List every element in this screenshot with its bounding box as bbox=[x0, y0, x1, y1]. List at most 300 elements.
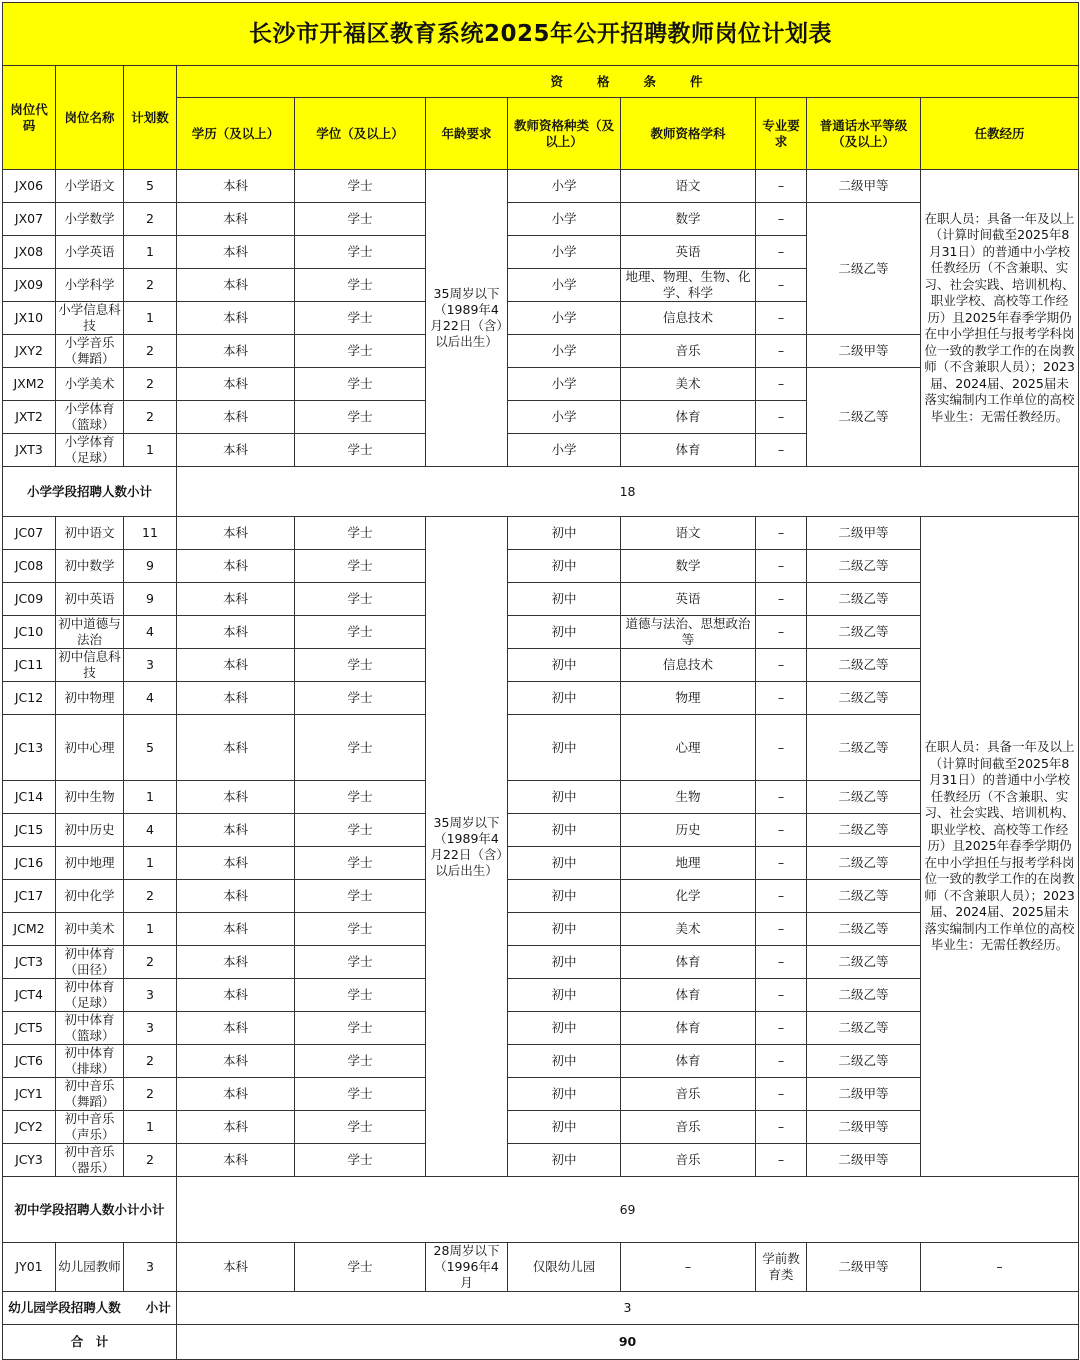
plan-count: 1 bbox=[124, 1111, 177, 1144]
plan-count: 1 bbox=[124, 847, 177, 880]
education: 本科 bbox=[177, 1243, 295, 1292]
cert-type: 初中 bbox=[508, 682, 621, 715]
degree: 学士 bbox=[295, 1111, 426, 1144]
education: 本科 bbox=[177, 1111, 295, 1144]
plan-count: 5 bbox=[124, 715, 177, 781]
subtotal-value: 69 bbox=[177, 1177, 1079, 1243]
age-requirement: 28周岁以下（1996年4月 bbox=[426, 1243, 508, 1292]
plan-count: 1 bbox=[124, 434, 177, 467]
post-name: 初中体育（篮球） bbox=[56, 1012, 124, 1045]
mandarin-level: 二级乙等 bbox=[807, 781, 921, 814]
post-name: 初中美术 bbox=[56, 913, 124, 946]
plan-count: 2 bbox=[124, 368, 177, 401]
education: 本科 bbox=[177, 269, 295, 302]
cert-subject: 英语 bbox=[621, 236, 756, 269]
plan-count: 2 bbox=[124, 401, 177, 434]
degree: 学士 bbox=[295, 847, 426, 880]
cert-type: 小学 bbox=[508, 269, 621, 302]
mandarin-level: 二级乙等 bbox=[807, 946, 921, 979]
cert-type: 初中 bbox=[508, 1045, 621, 1078]
post-code: JX09 bbox=[3, 269, 56, 302]
table-row bbox=[3, 170, 1079, 203]
table-row bbox=[3, 583, 1079, 616]
post-name: 小学科学 bbox=[56, 269, 124, 302]
post-code: JC14 bbox=[3, 781, 56, 814]
header-experience: 任教经历 bbox=[921, 98, 1079, 170]
degree: 学士 bbox=[295, 335, 426, 368]
degree: 学士 bbox=[295, 401, 426, 434]
degree: 学士 bbox=[295, 649, 426, 682]
post-code: JX06 bbox=[3, 170, 56, 203]
education: 本科 bbox=[177, 979, 295, 1012]
post-code: JX08 bbox=[3, 236, 56, 269]
major-requirement: – bbox=[756, 170, 807, 203]
mandarin-level: 二级甲等 bbox=[807, 1243, 921, 1292]
header-cert-type: 教师资格种类（及以上） bbox=[508, 98, 621, 170]
plan-count: 1 bbox=[124, 781, 177, 814]
cert-subject: 音乐 bbox=[621, 1111, 756, 1144]
major-requirement: – bbox=[756, 880, 807, 913]
table-row bbox=[3, 814, 1079, 847]
mandarin-level: 二级乙等 bbox=[807, 979, 921, 1012]
table-row bbox=[3, 1144, 1079, 1177]
major-requirement: – bbox=[756, 434, 807, 467]
major-requirement: – bbox=[756, 715, 807, 781]
subtotal-label: 小学学段招聘人数小计 bbox=[3, 467, 177, 517]
table-row bbox=[3, 682, 1079, 715]
plan-count: 3 bbox=[124, 1012, 177, 1045]
table-row bbox=[3, 550, 1079, 583]
major-requirement: – bbox=[756, 1111, 807, 1144]
page-title: 长沙市开福区教育系统2025年公开招聘教师岗位计划表 bbox=[3, 3, 1079, 66]
mandarin-level: 二级甲等 bbox=[807, 1078, 921, 1111]
education: 本科 bbox=[177, 682, 295, 715]
degree: 学士 bbox=[295, 368, 426, 401]
major-requirement: – bbox=[756, 847, 807, 880]
major-requirement: – bbox=[756, 1012, 807, 1045]
post-name: 初中物理 bbox=[56, 682, 124, 715]
major-requirement: – bbox=[756, 302, 807, 335]
table-row bbox=[3, 979, 1079, 1012]
major-requirement: – bbox=[756, 781, 807, 814]
post-name: 小学美术 bbox=[56, 368, 124, 401]
mandarin-level: 二级乙等 bbox=[807, 550, 921, 583]
education: 本科 bbox=[177, 1078, 295, 1111]
post-name: 初中体育（田径） bbox=[56, 946, 124, 979]
major-requirement: – bbox=[756, 517, 807, 550]
major-requirement: – bbox=[756, 401, 807, 434]
post-code: JCY3 bbox=[3, 1144, 56, 1177]
post-code: JC12 bbox=[3, 682, 56, 715]
post-name: 初中音乐（舞蹈） bbox=[56, 1078, 124, 1111]
cert-type: 初中 bbox=[508, 616, 621, 649]
table-row bbox=[3, 517, 1079, 550]
cert-subject: 美术 bbox=[621, 913, 756, 946]
header-count: 计划数 bbox=[124, 66, 177, 170]
header-name: 岗位名称 bbox=[56, 66, 124, 170]
major-requirement: – bbox=[756, 814, 807, 847]
mandarin-level: 二级乙等 bbox=[807, 847, 921, 880]
table-row bbox=[3, 880, 1079, 913]
cert-type: 小学 bbox=[508, 170, 621, 203]
post-code: JC16 bbox=[3, 847, 56, 880]
major-requirement: – bbox=[756, 335, 807, 368]
post-name: 初中信息科技 bbox=[56, 649, 124, 682]
major-requirement: 学前教育类 bbox=[756, 1243, 807, 1292]
teaching-experience: – bbox=[921, 1243, 1079, 1292]
mandarin-level: 二级甲等 bbox=[807, 335, 921, 368]
cert-subject: 语文 bbox=[621, 170, 756, 203]
post-code: JC15 bbox=[3, 814, 56, 847]
table-row bbox=[3, 1243, 1079, 1292]
cert-subject: 体育 bbox=[621, 1012, 756, 1045]
header-age: 年龄要求 bbox=[426, 98, 508, 170]
plan-count: 2 bbox=[124, 1078, 177, 1111]
plan-count: 4 bbox=[124, 616, 177, 649]
education: 本科 bbox=[177, 517, 295, 550]
recruitment-plan-table bbox=[2, 2, 1079, 1360]
header-code: 岗位代码 bbox=[3, 66, 56, 170]
degree: 学士 bbox=[295, 583, 426, 616]
cert-type: 小学 bbox=[508, 368, 621, 401]
mandarin-level: 二级乙等 bbox=[807, 368, 921, 467]
major-requirement: – bbox=[756, 583, 807, 616]
education: 本科 bbox=[177, 170, 295, 203]
post-code: JXT3 bbox=[3, 434, 56, 467]
education: 本科 bbox=[177, 335, 295, 368]
post-name: 初中音乐（声乐） bbox=[56, 1111, 124, 1144]
major-requirement: – bbox=[756, 550, 807, 583]
cert-type: 小学 bbox=[508, 203, 621, 236]
table-row bbox=[3, 203, 1079, 236]
post-name: 初中历史 bbox=[56, 814, 124, 847]
table-row bbox=[3, 946, 1079, 979]
major-requirement: – bbox=[756, 236, 807, 269]
major-requirement: – bbox=[756, 368, 807, 401]
cert-subject: 英语 bbox=[621, 583, 756, 616]
post-code: JC08 bbox=[3, 550, 56, 583]
post-code: JXY2 bbox=[3, 335, 56, 368]
post-code: JC10 bbox=[3, 616, 56, 649]
post-code: JC11 bbox=[3, 649, 56, 682]
post-name: 小学语文 bbox=[56, 170, 124, 203]
degree: 学士 bbox=[295, 269, 426, 302]
major-requirement: – bbox=[756, 203, 807, 236]
major-requirement: – bbox=[756, 1045, 807, 1078]
education: 本科 bbox=[177, 236, 295, 269]
cert-type: 小学 bbox=[508, 434, 621, 467]
degree: 学士 bbox=[295, 1012, 426, 1045]
cert-subject: 体育 bbox=[621, 946, 756, 979]
table-row bbox=[3, 649, 1079, 682]
post-code: JC13 bbox=[3, 715, 56, 781]
subtotal-label: 初中学段招聘人数小计小计 bbox=[3, 1177, 177, 1243]
education: 本科 bbox=[177, 946, 295, 979]
education: 本科 bbox=[177, 1045, 295, 1078]
cert-subject: 音乐 bbox=[621, 1144, 756, 1177]
cert-subject: – bbox=[621, 1243, 756, 1292]
teaching-experience: 在职人员：具备一年及以上（计算时间截至2025年8月31日）的普通中小学校任教经历（不含兼职、实习、社会实践、培训机构、职业学校、高校等工作经历）且2025年春季学期仍在中小学担任与报考学科岗位一致的教学工作的在岗教师（不含兼职人员）；2023届、2024届、2025届未落实编制内工作单位的高校毕业生：无需任教经历。 bbox=[921, 517, 1079, 1177]
plan-count: 2 bbox=[124, 335, 177, 368]
cert-subject: 地理、物理、生物、化学、科学 bbox=[621, 269, 756, 302]
degree: 学士 bbox=[295, 1243, 426, 1292]
major-requirement: – bbox=[756, 682, 807, 715]
table-row bbox=[3, 1045, 1079, 1078]
plan-count: 9 bbox=[124, 550, 177, 583]
post-name: 初中体育（足球） bbox=[56, 979, 124, 1012]
mandarin-level: 二级乙等 bbox=[807, 682, 921, 715]
education: 本科 bbox=[177, 781, 295, 814]
post-name: 幼儿园教师 bbox=[56, 1243, 124, 1292]
cert-type: 初中 bbox=[508, 979, 621, 1012]
major-requirement: – bbox=[756, 979, 807, 1012]
plan-count: 1 bbox=[124, 236, 177, 269]
degree: 学士 bbox=[295, 979, 426, 1012]
degree: 学士 bbox=[295, 236, 426, 269]
plan-count: 1 bbox=[124, 913, 177, 946]
cert-subject: 地理 bbox=[621, 847, 756, 880]
post-code: JCT5 bbox=[3, 1012, 56, 1045]
mandarin-level: 二级乙等 bbox=[807, 616, 921, 649]
post-name: 初中生物 bbox=[56, 781, 124, 814]
cert-type: 小学 bbox=[508, 236, 621, 269]
cert-type: 初中 bbox=[508, 1078, 621, 1111]
cert-type: 初中 bbox=[508, 913, 621, 946]
education: 本科 bbox=[177, 401, 295, 434]
degree: 学士 bbox=[295, 302, 426, 335]
degree: 学士 bbox=[295, 913, 426, 946]
post-name: 初中英语 bbox=[56, 583, 124, 616]
plan-count: 2 bbox=[124, 946, 177, 979]
education: 本科 bbox=[177, 814, 295, 847]
cert-type: 小学 bbox=[508, 302, 621, 335]
table-row bbox=[3, 913, 1079, 946]
mandarin-level: 二级乙等 bbox=[807, 715, 921, 781]
post-name: 初中音乐（器乐） bbox=[56, 1144, 124, 1177]
table-row bbox=[3, 715, 1079, 781]
post-name: 小学体育（足球） bbox=[56, 434, 124, 467]
education: 本科 bbox=[177, 302, 295, 335]
degree: 学士 bbox=[295, 434, 426, 467]
plan-count: 4 bbox=[124, 814, 177, 847]
cert-type: 初中 bbox=[508, 1012, 621, 1045]
cert-type: 初中 bbox=[508, 649, 621, 682]
degree: 学士 bbox=[295, 880, 426, 913]
cert-subject: 体育 bbox=[621, 401, 756, 434]
education: 本科 bbox=[177, 550, 295, 583]
post-code: JCT6 bbox=[3, 1045, 56, 1078]
plan-count: 4 bbox=[124, 682, 177, 715]
header-degree: 学位（及以上） bbox=[295, 98, 426, 170]
degree: 学士 bbox=[295, 517, 426, 550]
cert-subject: 历史 bbox=[621, 814, 756, 847]
cert-type: 初中 bbox=[508, 550, 621, 583]
cert-type: 初中 bbox=[508, 781, 621, 814]
mandarin-level: 二级甲等 bbox=[807, 1144, 921, 1177]
cert-type: 小学 bbox=[508, 401, 621, 434]
education: 本科 bbox=[177, 847, 295, 880]
table-row bbox=[3, 1012, 1079, 1045]
cert-subject: 物理 bbox=[621, 682, 756, 715]
cert-subject: 数学 bbox=[621, 550, 756, 583]
post-code: JCY1 bbox=[3, 1078, 56, 1111]
plan-count: 3 bbox=[124, 1243, 177, 1292]
education: 本科 bbox=[177, 1144, 295, 1177]
post-code: JXM2 bbox=[3, 368, 56, 401]
post-name: 小学数学 bbox=[56, 203, 124, 236]
table-row bbox=[3, 368, 1079, 401]
age-requirement: 35周岁以下（1989年4月22日（含）以后出生） bbox=[426, 170, 508, 467]
table-row bbox=[3, 781, 1079, 814]
table-row bbox=[3, 1111, 1079, 1144]
major-requirement: – bbox=[756, 946, 807, 979]
post-name: 小学信息科技 bbox=[56, 302, 124, 335]
education: 本科 bbox=[177, 368, 295, 401]
cert-type: 初中 bbox=[508, 1144, 621, 1177]
cert-subject: 生物 bbox=[621, 781, 756, 814]
cert-subject: 信息技术 bbox=[621, 649, 756, 682]
cert-subject: 道德与法治、思想政治等 bbox=[621, 616, 756, 649]
plan-count: 5 bbox=[124, 170, 177, 203]
total-value: 90 bbox=[177, 1325, 1079, 1360]
mandarin-level: 二级乙等 bbox=[807, 583, 921, 616]
post-name: 初中数学 bbox=[56, 550, 124, 583]
education: 本科 bbox=[177, 616, 295, 649]
major-requirement: – bbox=[756, 616, 807, 649]
plan-count: 2 bbox=[124, 880, 177, 913]
major-requirement: – bbox=[756, 269, 807, 302]
cert-type: 初中 bbox=[508, 880, 621, 913]
post-code: JC07 bbox=[3, 517, 56, 550]
education: 本科 bbox=[177, 913, 295, 946]
post-code: JX07 bbox=[3, 203, 56, 236]
education: 本科 bbox=[177, 649, 295, 682]
cert-subject: 体育 bbox=[621, 434, 756, 467]
post-code: JCT3 bbox=[3, 946, 56, 979]
post-name: 初中道德与法治 bbox=[56, 616, 124, 649]
subtotal-row bbox=[3, 1177, 1079, 1243]
cert-subject: 心理 bbox=[621, 715, 756, 781]
mandarin-level: 二级乙等 bbox=[807, 203, 921, 335]
post-code: JC09 bbox=[3, 583, 56, 616]
degree: 学士 bbox=[295, 616, 426, 649]
cert-type: 初中 bbox=[508, 517, 621, 550]
cert-type: 初中 bbox=[508, 1111, 621, 1144]
post-code: JC17 bbox=[3, 880, 56, 913]
education: 本科 bbox=[177, 880, 295, 913]
header-qualification: 资格条件 bbox=[177, 66, 1079, 98]
post-name: 初中化学 bbox=[56, 880, 124, 913]
degree: 学士 bbox=[295, 550, 426, 583]
post-name: 初中心理 bbox=[56, 715, 124, 781]
cert-type: 初中 bbox=[508, 715, 621, 781]
mandarin-level: 二级乙等 bbox=[807, 880, 921, 913]
degree: 学士 bbox=[295, 946, 426, 979]
education: 本科 bbox=[177, 583, 295, 616]
education: 本科 bbox=[177, 203, 295, 236]
post-name: 小学英语 bbox=[56, 236, 124, 269]
subtotal-row bbox=[3, 467, 1079, 517]
mandarin-level: 二级甲等 bbox=[807, 1111, 921, 1144]
header-major: 专业要求 bbox=[756, 98, 807, 170]
cert-type: 初中 bbox=[508, 583, 621, 616]
post-name: 初中语文 bbox=[56, 517, 124, 550]
subtotal-row bbox=[3, 1292, 1079, 1325]
post-name: 小学体育（篮球） bbox=[56, 401, 124, 434]
cert-type: 初中 bbox=[508, 847, 621, 880]
cert-subject: 化学 bbox=[621, 880, 756, 913]
post-code: JY01 bbox=[3, 1243, 56, 1292]
post-code: JX10 bbox=[3, 302, 56, 335]
post-code: JXT2 bbox=[3, 401, 56, 434]
post-code: JCT4 bbox=[3, 979, 56, 1012]
teaching-experience: 在职人员：具备一年及以上（计算时间截至2025年8月31日）的普通中小学校任教经历（不含兼职、实习、社会实践、培训机构、职业学校、高校等工作经历）且2025年春季学期仍在中小学担任与报考学科岗位一致的教学工作的在岗教师（不含兼职人员）；2023届、2024届、2025届未落实编制内工作单位的高校毕业生：无需任教经历。 bbox=[921, 170, 1079, 467]
cert-type: 初中 bbox=[508, 946, 621, 979]
post-code: JCM2 bbox=[3, 913, 56, 946]
education: 本科 bbox=[177, 715, 295, 781]
mandarin-level: 二级乙等 bbox=[807, 1045, 921, 1078]
header-cert-subject: 教师资格学科 bbox=[621, 98, 756, 170]
table-row bbox=[3, 847, 1079, 880]
education: 本科 bbox=[177, 1012, 295, 1045]
header-education: 学历（及以上） bbox=[177, 98, 295, 170]
mandarin-level: 二级乙等 bbox=[807, 814, 921, 847]
degree: 学士 bbox=[295, 1078, 426, 1111]
cert-subject: 信息技术 bbox=[621, 302, 756, 335]
plan-count: 3 bbox=[124, 979, 177, 1012]
education: 本科 bbox=[177, 434, 295, 467]
post-name: 初中体育（排球） bbox=[56, 1045, 124, 1078]
major-requirement: – bbox=[756, 649, 807, 682]
cert-subject: 美术 bbox=[621, 368, 756, 401]
post-code: JCY2 bbox=[3, 1111, 56, 1144]
mandarin-level: 二级甲等 bbox=[807, 170, 921, 203]
cert-subject: 音乐 bbox=[621, 335, 756, 368]
subtotal-label: 幼儿园学段招聘人数 小计 bbox=[3, 1292, 177, 1325]
degree: 学士 bbox=[295, 1144, 426, 1177]
degree: 学士 bbox=[295, 715, 426, 781]
major-requirement: – bbox=[756, 1078, 807, 1111]
degree: 学士 bbox=[295, 203, 426, 236]
total-label: 合 计 bbox=[3, 1325, 177, 1360]
mandarin-level: 二级甲等 bbox=[807, 517, 921, 550]
table-row bbox=[3, 1078, 1079, 1111]
plan-count: 2 bbox=[124, 1045, 177, 1078]
degree: 学士 bbox=[295, 781, 426, 814]
mandarin-level: 二级乙等 bbox=[807, 913, 921, 946]
subtotal-value: 18 bbox=[177, 467, 1079, 517]
mandarin-level: 二级乙等 bbox=[807, 649, 921, 682]
plan-count: 2 bbox=[124, 203, 177, 236]
post-name: 初中地理 bbox=[56, 847, 124, 880]
plan-count: 9 bbox=[124, 583, 177, 616]
cert-type: 仅限幼儿园 bbox=[508, 1243, 621, 1292]
major-requirement: – bbox=[756, 1144, 807, 1177]
cert-subject: 体育 bbox=[621, 1045, 756, 1078]
mandarin-level: 二级乙等 bbox=[807, 1012, 921, 1045]
cert-type: 小学 bbox=[508, 335, 621, 368]
table-row bbox=[3, 335, 1079, 368]
age-requirement: 35周岁以下（1989年4月22日（含）以后出生） bbox=[426, 517, 508, 1177]
cert-subject: 语文 bbox=[621, 517, 756, 550]
degree: 学士 bbox=[295, 1045, 426, 1078]
cert-subject: 音乐 bbox=[621, 1078, 756, 1111]
table-row bbox=[3, 616, 1079, 649]
plan-count: 3 bbox=[124, 649, 177, 682]
plan-count: 2 bbox=[124, 269, 177, 302]
degree: 学士 bbox=[295, 814, 426, 847]
subtotal-value: 3 bbox=[177, 1292, 1079, 1325]
